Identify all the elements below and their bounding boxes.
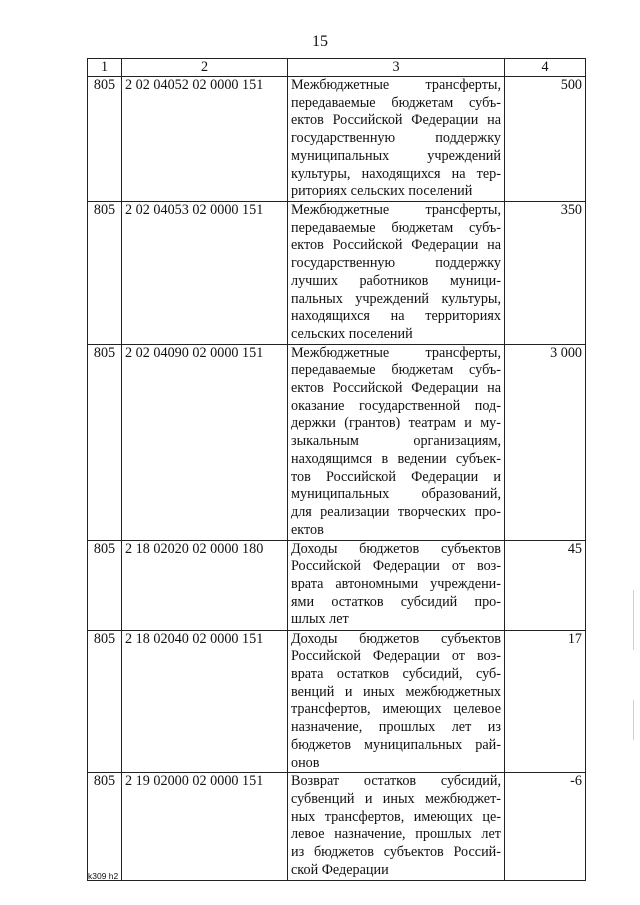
description-line: держки (грантов) театрам и му- <box>291 415 501 432</box>
description-line: для реализации творческих про- <box>291 503 501 520</box>
description-line: трансфертов, имеющих целевое <box>291 701 501 718</box>
revenue-code-cell: 2 19 02000 02 0000 151 <box>122 773 288 881</box>
amount-cell: 3 000 <box>505 344 586 540</box>
description-line: ектов Российской Федерации на <box>291 237 501 254</box>
description-line: онов <box>291 754 320 771</box>
description-line: Доходы бюджетов субъектов <box>291 540 501 557</box>
description-line: венций и иных межбюджетных <box>291 683 501 700</box>
revenue-code-cell: 2 18 02040 02 0000 151 <box>122 630 288 773</box>
description-line: ектов <box>291 521 324 538</box>
description-line: находящихся на территориях <box>291 308 501 325</box>
scan-margin-mark <box>633 590 634 650</box>
description-line: передаваемые бюджетам субъ- <box>291 94 501 111</box>
amount-cell: 350 <box>505 202 586 345</box>
amount-cell: 500 <box>505 77 586 202</box>
admin-code-cell: 805 <box>88 773 122 881</box>
column-header-3: 3 <box>288 59 505 77</box>
description-line: оказание государственной под- <box>291 397 501 414</box>
description-line: муниципальных учреждений <box>291 147 501 164</box>
table-row <box>88 773 586 881</box>
description-line: Доходы бюджетов субъектов <box>291 630 501 647</box>
admin-code-cell: 805 <box>88 344 122 540</box>
description-line: Российской Федерации от воз- <box>291 648 501 665</box>
description-line: ектов Российской Федерации на <box>291 380 501 397</box>
description-line: ями остатков субсидий про- <box>291 593 501 610</box>
description-line: государственную поддержку <box>291 130 501 147</box>
description-line: Межбюджетные трансферты, <box>291 344 501 361</box>
description-line: ектов Российской Федерации на <box>291 112 501 129</box>
description-cell <box>288 202 505 345</box>
revenue-code-cell: 2 02 04053 02 0000 151 <box>122 202 288 345</box>
revenue-code-cell: 2 18 02020 02 0000 180 <box>122 540 288 630</box>
column-header-2: 2 <box>122 59 288 77</box>
description-line: Возврат остатков субсидий, <box>291 773 501 790</box>
description-line: тов Российской Федерации и <box>291 468 501 485</box>
budget-revenue-table <box>87 58 586 881</box>
description-line: врата автономными учреждени- <box>291 576 501 593</box>
description-line: пальных учреждений культуры, <box>291 290 501 307</box>
table-row <box>88 630 586 773</box>
description-line: зыкальным организациям, <box>291 433 501 450</box>
description-cell <box>288 630 505 773</box>
column-header-1: 1 <box>88 59 122 77</box>
description-line: субвенций и иных межбюджет- <box>291 790 501 807</box>
table-row <box>88 540 586 630</box>
table-row <box>88 77 586 202</box>
description-line: ской Федерации <box>291 861 389 878</box>
description-cell <box>288 77 505 202</box>
description-line: передаваемые бюджетам субъ- <box>291 362 501 379</box>
description-cell <box>288 540 505 630</box>
amount-cell: -6 <box>505 773 586 881</box>
admin-code-cell: 805 <box>88 540 122 630</box>
table-row <box>88 344 586 540</box>
description-line: врата остатков субсидий, суб- <box>291 666 501 683</box>
description-line: сельских поселений <box>291 325 413 342</box>
admin-code-cell: 805 <box>88 630 122 773</box>
description-line: ных трансфертов, имеющих це- <box>291 808 501 825</box>
table-body <box>88 77 586 881</box>
admin-code-cell: 805 <box>88 77 122 202</box>
description-line: лучших работников муници- <box>291 272 501 289</box>
revenue-code-cell: 2 02 04052 02 0000 151 <box>122 77 288 202</box>
description-line: Межбюджетные трансферты, <box>291 77 501 93</box>
description-line: Межбюджетные трансферты, <box>291 202 501 218</box>
footer-document-code: k309 h2 <box>88 871 119 881</box>
description-line: находящимся в ведении субъек- <box>291 450 501 467</box>
table-header-row <box>88 59 586 77</box>
description-line: шлых лет <box>291 611 349 628</box>
description-line: назначение, прошлых лет из <box>291 719 501 736</box>
description-line: левое назначение, прошлых лет <box>291 826 501 843</box>
column-header-4: 4 <box>505 59 586 77</box>
description-cell <box>288 344 505 540</box>
description-line: Российской Федерации от воз- <box>291 558 501 575</box>
amount-cell: 17 <box>505 630 586 773</box>
revenue-code-cell: 2 02 04090 02 0000 151 <box>122 344 288 540</box>
description-line: культуры, находящихся на тер- <box>291 165 501 182</box>
description-cell <box>288 773 505 881</box>
admin-code-cell: 805 <box>88 202 122 345</box>
amount-cell: 45 <box>505 540 586 630</box>
description-line: передаваемые бюджетам субъ- <box>291 219 501 236</box>
description-line: из бюджетов субъектов Россий- <box>291 844 501 861</box>
scan-margin-mark <box>633 700 634 740</box>
table-row <box>88 202 586 345</box>
description-line: государственную поддержку <box>291 255 501 272</box>
description-line: муниципальных образований, <box>291 486 501 503</box>
description-line: бюджетов муниципальных рай- <box>291 736 501 753</box>
page-number: 15 <box>312 33 328 50</box>
description-line: риториях сельских поселений <box>291 183 473 200</box>
